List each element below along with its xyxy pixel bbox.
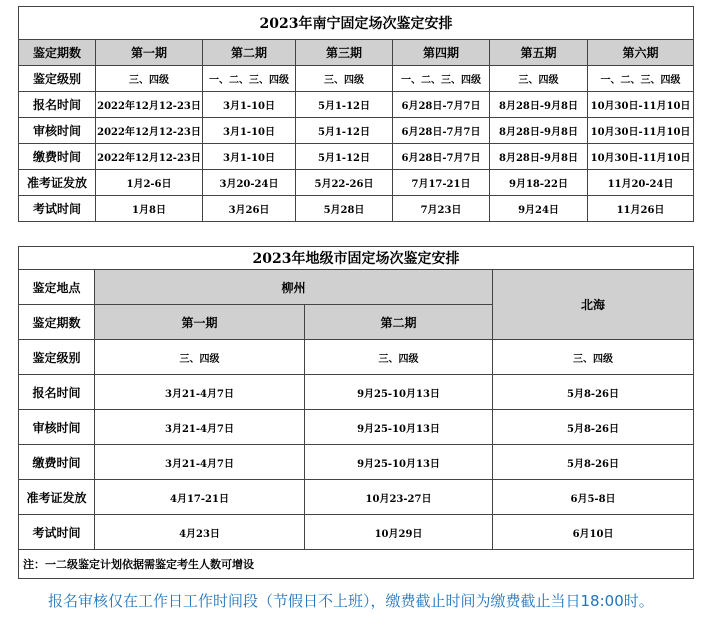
row-label: 报名时间 bbox=[19, 375, 95, 410]
table-cell: 7月17-21日 bbox=[393, 170, 490, 196]
table-row bbox=[19, 410, 694, 445]
location-row bbox=[19, 270, 694, 305]
table-row bbox=[19, 515, 694, 550]
table-cell: 10月30日-11月10日 bbox=[588, 144, 694, 170]
table-cell: 5月8-26日 bbox=[493, 375, 694, 410]
table-cell: 6月10日 bbox=[493, 515, 694, 550]
period-header: 第六期 bbox=[588, 40, 694, 66]
table-cell: 3月26日 bbox=[203, 196, 296, 222]
table-cell: 三、四级 bbox=[305, 340, 493, 375]
footer-text: 报名审核仅在工作日工作时间段（节假日不上班），缴费截止时间为缴费截止当日18:00时。 bbox=[48, 592, 654, 610]
row-label: 缴费时间 bbox=[19, 144, 96, 170]
table-cell: 3月20-24日 bbox=[203, 170, 296, 196]
table-cell: 9月18-22日 bbox=[490, 170, 588, 196]
row-label: 鉴定期数 bbox=[19, 305, 95, 340]
table-cell: 11月20-24日 bbox=[588, 170, 694, 196]
table-cell: 2022年12月12-23日 bbox=[96, 144, 203, 170]
row-label: 缴费时间 bbox=[19, 445, 95, 480]
table-cell: 9月25-10月13日 bbox=[305, 445, 493, 480]
table-cell: 9月24日 bbox=[490, 196, 588, 222]
header-label: 鉴定期数 bbox=[19, 40, 96, 66]
table-row bbox=[19, 118, 694, 144]
table-row bbox=[19, 445, 694, 480]
table-row bbox=[19, 66, 694, 92]
table-cell: 5月22-26日 bbox=[296, 170, 393, 196]
period-header: 第五期 bbox=[490, 40, 588, 66]
table-cell: 3月21-4月7日 bbox=[95, 410, 305, 445]
period-header: 第一期 bbox=[96, 40, 203, 66]
table-note: 注：一二级鉴定计划依据需鉴定考生人数可增设 bbox=[19, 550, 694, 579]
table-cell: 1月2-6日 bbox=[96, 170, 203, 196]
row-label: 报名时间 bbox=[19, 92, 96, 118]
table-cell: 3月21-4月7日 bbox=[95, 445, 305, 480]
table-cell: 三、四级 bbox=[95, 340, 305, 375]
table-cell: 三、四级 bbox=[96, 66, 203, 92]
table-row bbox=[19, 196, 694, 222]
nanning-table-title: 2023年南宁固定场次鉴定安排 bbox=[19, 7, 694, 40]
table-cell: 6月28日-7月7日 bbox=[393, 144, 490, 170]
location-beihai: 北海 bbox=[493, 270, 694, 340]
location-liuzhou: 柳州 bbox=[95, 270, 493, 305]
row-label: 考试时间 bbox=[19, 196, 96, 222]
table-cell: 一、二、三、四级 bbox=[203, 66, 296, 92]
table-row bbox=[19, 375, 694, 410]
table-row bbox=[19, 144, 694, 170]
period-header: 第二期 bbox=[305, 305, 493, 340]
table-cell: 6月5-8日 bbox=[493, 480, 694, 515]
row-label: 鉴定级别 bbox=[19, 340, 95, 375]
table-cell: 9月25-10月13日 bbox=[305, 375, 493, 410]
table-cell: 10月30日-11月10日 bbox=[588, 92, 694, 118]
table-cell: 10月29日 bbox=[305, 515, 493, 550]
period-header: 第三期 bbox=[296, 40, 393, 66]
table-cell: 6月28日-7月7日 bbox=[393, 92, 490, 118]
table-cell: 10月30日-11月10日 bbox=[588, 118, 694, 144]
table-cell: 5月8-26日 bbox=[493, 410, 694, 445]
row-label: 审核时间 bbox=[19, 118, 96, 144]
footer-notice bbox=[10, 588, 710, 614]
table-cell: 三、四级 bbox=[490, 66, 588, 92]
table-cell: 3月1-10日 bbox=[203, 92, 296, 118]
table-cell: 3月21-4月7日 bbox=[95, 375, 305, 410]
table-cell: 一、二、三、四级 bbox=[588, 66, 694, 92]
row-label: 鉴定地点 bbox=[19, 270, 95, 305]
table-cell: 3月1-10日 bbox=[203, 144, 296, 170]
table-cell: 5月1-12日 bbox=[296, 118, 393, 144]
table-row bbox=[19, 92, 694, 118]
nanning-header-row bbox=[19, 40, 694, 66]
table-cell: 10月23-27日 bbox=[305, 480, 493, 515]
row-label: 准考证发放 bbox=[19, 170, 96, 196]
table-cell: 7月23日 bbox=[393, 196, 490, 222]
row-label: 鉴定级别 bbox=[19, 66, 96, 92]
nanning-schedule-table bbox=[18, 6, 694, 222]
table-cell: 1月8日 bbox=[96, 196, 203, 222]
row-label: 考试时间 bbox=[19, 515, 95, 550]
table-cell: 3月1-10日 bbox=[203, 118, 296, 144]
table-cell: 2022年12月12-23日 bbox=[96, 92, 203, 118]
table-cell: 三、四级 bbox=[296, 66, 393, 92]
table-cell: 2022年12月12-23日 bbox=[96, 118, 203, 144]
prefecture-table-title: 2023年地级市固定场次鉴定安排 bbox=[19, 247, 694, 270]
table-cell: 5月8-26日 bbox=[493, 445, 694, 480]
table-cell: 4月23日 bbox=[95, 515, 305, 550]
period-header: 第二期 bbox=[203, 40, 296, 66]
table-cell: 8月28日-9月8日 bbox=[490, 144, 588, 170]
prefecture-schedule-table bbox=[18, 246, 694, 579]
table-cell: 8月28日-9月8日 bbox=[490, 92, 588, 118]
row-label: 准考证发放 bbox=[19, 480, 95, 515]
table-cell: 5月1-12日 bbox=[296, 92, 393, 118]
table-cell: 三、四级 bbox=[493, 340, 694, 375]
table-cell: 一、二、三、四级 bbox=[393, 66, 490, 92]
row-label: 审核时间 bbox=[19, 410, 95, 445]
table-row bbox=[19, 170, 694, 196]
table-cell: 8月28日-9月8日 bbox=[490, 118, 588, 144]
period-header: 第一期 bbox=[95, 305, 305, 340]
table-cell: 9月25-10月13日 bbox=[305, 410, 493, 445]
table-cell: 4月17-21日 bbox=[95, 480, 305, 515]
table-row bbox=[19, 480, 694, 515]
period-header: 第四期 bbox=[393, 40, 490, 66]
table-cell: 11月26日 bbox=[588, 196, 694, 222]
table-cell: 6月28日-7月7日 bbox=[393, 118, 490, 144]
table-row bbox=[19, 340, 694, 375]
table-cell: 5月28日 bbox=[296, 196, 393, 222]
table-cell: 5月1-12日 bbox=[296, 144, 393, 170]
